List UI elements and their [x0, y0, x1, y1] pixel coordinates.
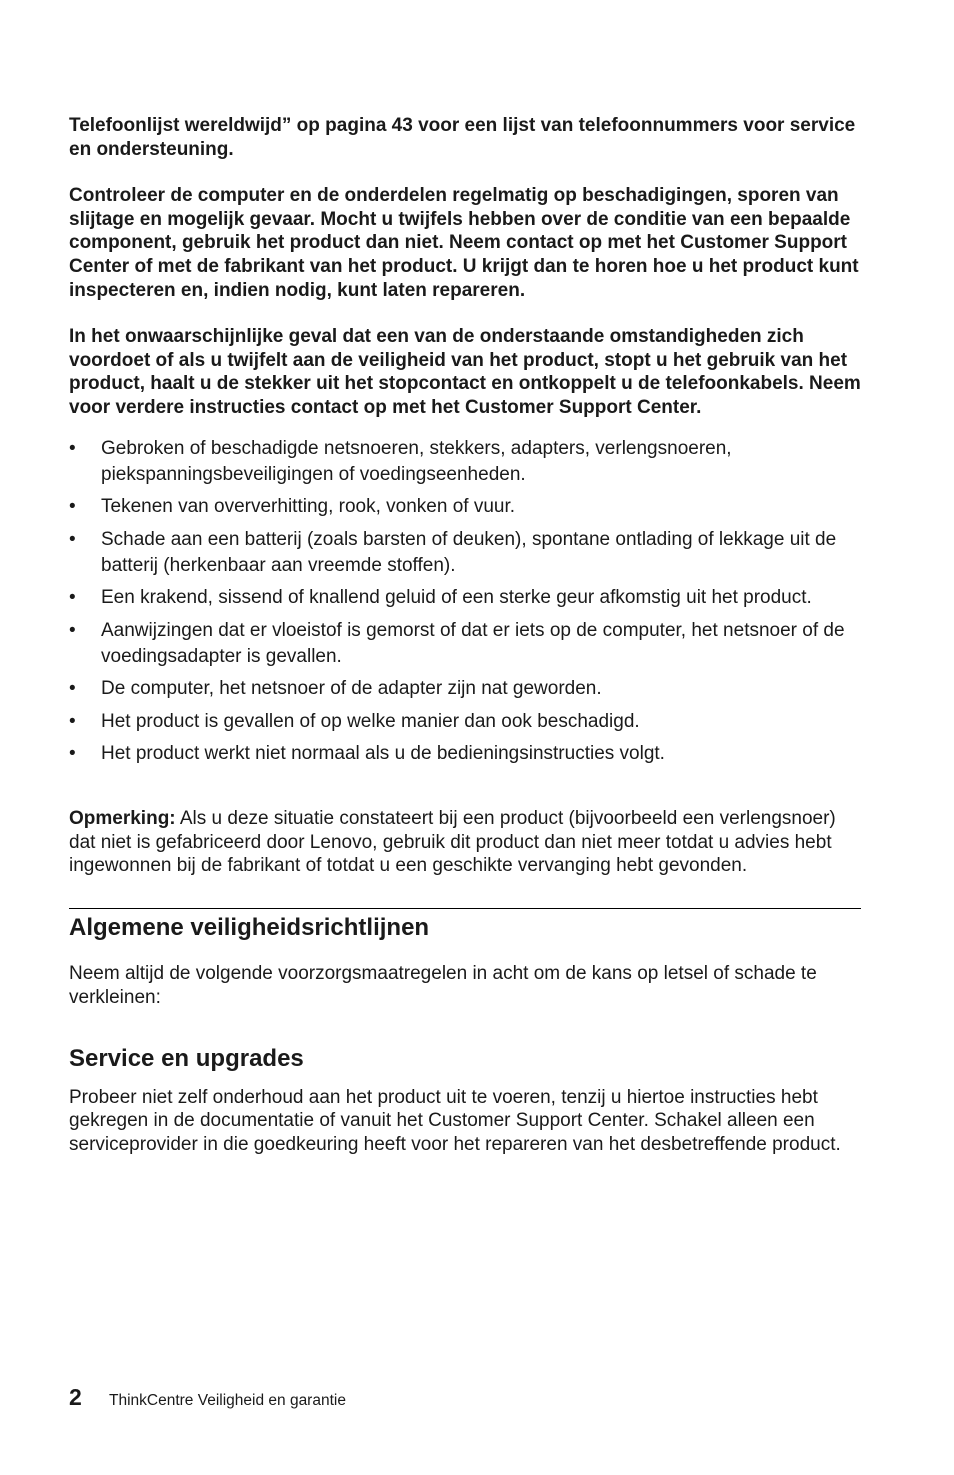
list-item	[69, 494, 861, 520]
list-item-text: Aanwijzingen dat er vloeistof is gemorst of dat er iets op de computer, het netsnoer of de voedingsadapter is gevallen.	[101, 619, 845, 667]
service-upgrades-text: Probeer niet zelf onderhoud aan het product uit te voeren, tenzij u hiertoe instructies hebt gekregen in de documentatie of vanuit het Customer Support Center. Schakel alleen een serviceprovider in die goedkeuring heeft voor het repareren van het desbetreffende product.	[69, 1086, 841, 1155]
list-item-text: Het product is gevallen of op welke manier dan ook beschadigd.	[101, 710, 640, 732]
bullet-icon: •	[69, 619, 76, 641]
note-paragraph	[69, 807, 861, 878]
bullet-icon: •	[69, 496, 76, 518]
page-footer	[69, 1384, 346, 1411]
list-item	[69, 676, 861, 702]
document-title: ThinkCentre Veiligheid en garantie	[109, 1392, 346, 1409]
paragraph-inspect-computer: Controleer de computer en de onderdelen regelmatig op beschadigingen, sporen van slijtage en mogelijk gevaar. Mocht u twijfels hebben over de conditie van een bepaalde component, gebruik het product dan niet. Neem contact op met het Customer Support Center of met de fabrikant van het product. U krijgt dan te horen hoe u het product kunt inspecteren en, indien nodig, kunt laten repareren.	[69, 185, 859, 301]
bullet-icon: •	[69, 743, 76, 765]
note-text: Als u deze situatie constateert bij een product (bijvoorbeeld een verlengsnoer) dat niet is gefabriceerd door Lenovo, gebruik dit product dan niet meer totdat u advies hebt ingewonnen bij de fabrikant of totdat u een geschikte vervanging hebt gevonden.	[69, 808, 836, 877]
bullet-icon: •	[69, 587, 76, 609]
hazard-conditions-list	[69, 436, 861, 768]
list-item-text: Tekenen van oververhitting, rook, vonken of vuur.	[101, 496, 516, 518]
section-heading-general-safety: Algemene veiligheidsrichtlijnen	[69, 914, 430, 942]
page-number: 2	[69, 1384, 82, 1410]
list-item-text: Het product werkt niet normaal als u de bedieningsinstructies volgt.	[101, 743, 665, 765]
list-item-text: De computer, het netsnoer of de adapter zijn nat geworden.	[101, 678, 602, 700]
list-item-text: Een krakend, sissend of knallend geluid of een sterke geur afkomstig uit het product.	[101, 587, 812, 609]
bullet-icon: •	[69, 528, 76, 550]
list-item	[69, 618, 861, 670]
page-content	[69, 114, 861, 1157]
list-item-text: Schade aan een batterij (zoals barsten of deuken), spontane ontlading of lekkage uit de batterij (herkenbaar aan vreemde stoffen).	[101, 528, 837, 576]
general-safety-intro: Neem altijd de volgende voorzorgsmaatregelen in acht om de kans op letsel of schade te verkleinen:	[69, 963, 817, 1008]
list-item	[69, 585, 861, 611]
list-item	[69, 527, 861, 579]
note-label: Opmerking:	[69, 808, 176, 830]
list-item	[69, 709, 861, 735]
bullet-icon: •	[69, 710, 76, 732]
paragraph-phone-list-reference: Telefoonlijst wereldwijd” op pagina 43 voor een lijst van telefoonnummers voor service en ondersteuning.	[69, 115, 856, 160]
bullet-icon: •	[69, 678, 76, 700]
bullet-icon: •	[69, 437, 76, 459]
paragraph-stop-using-product: In het onwaarschijnlijke geval dat een van de onderstaande omstandigheden zich voordoet of als u twijfelt aan de veiligheid van het product, stopt u het gebruik van het product, haalt u de stekker uit het stopcontact en ontkoppelt u de telefoonkabels. Neem voor verdere instructies contact op met het Customer Support Center.	[69, 326, 861, 418]
list-item	[69, 741, 861, 767]
list-item-text: Gebroken of beschadigde netsnoeren, stekkers, adapters, verlengsnoeren, piekspanningsbeveiligingen of voedingseenheden.	[101, 437, 732, 485]
section-divider	[69, 908, 861, 909]
list-item	[69, 436, 861, 488]
section-heading-service-upgrades: Service en upgrades	[69, 1044, 304, 1072]
